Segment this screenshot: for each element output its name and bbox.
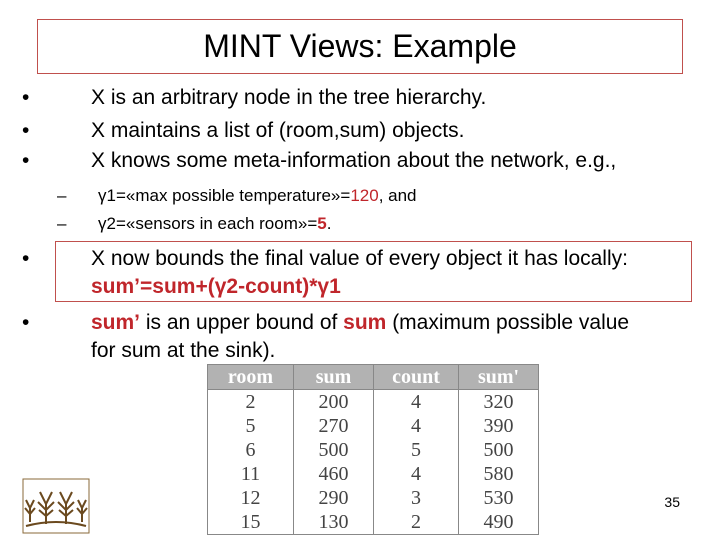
table-cell: 460 [294, 462, 374, 486]
table-row [208, 438, 539, 462]
subbullet-text: γ2=«sensors in each room»= [98, 214, 318, 233]
subbullet-suffix: , and [378, 186, 417, 205]
table-cell: 2 [374, 510, 459, 535]
table-cell: 3 [374, 486, 459, 510]
column-header-sum-prime: sum' [459, 365, 539, 390]
subbullet-text: γ1=«max possible temperature»= [98, 186, 351, 205]
table-cell: 200 [294, 390, 374, 415]
table-cell: 6 [208, 438, 294, 462]
dash-mark: – [57, 186, 67, 205]
table-header-row [208, 365, 539, 390]
table-cell: 290 [294, 486, 374, 510]
bullet-mark: • [22, 86, 30, 109]
table-cell: 390 [459, 414, 539, 438]
dash-mark: – [57, 214, 67, 233]
slide-title: MINT Views: Example [203, 28, 517, 64]
page-number: 35 [664, 494, 680, 510]
table-cell: 11 [208, 462, 294, 486]
bullet-mark: • [22, 119, 30, 142]
table-cell: 500 [294, 438, 374, 462]
bullet-text: X maintains a list of (room,sum) objects. [91, 119, 465, 142]
table-row [208, 486, 539, 510]
table-cell: 530 [459, 486, 539, 510]
formula-text: sum’=sum+(γ2-count)*γ1 [91, 275, 341, 298]
bullet-text: X knows some meta-information about the network, e.g., [91, 149, 617, 172]
table-cell: 2 [208, 390, 294, 415]
subbullet-value: 5 [317, 214, 327, 233]
table-cell: 4 [374, 462, 459, 486]
title-frame [37, 19, 683, 74]
table-cell: 5 [208, 414, 294, 438]
column-header-count: count [374, 365, 459, 390]
term-sum-prime: sum’ [91, 311, 141, 334]
table-cell: 4 [374, 414, 459, 438]
bullet-text: for sum at the sink). [91, 339, 276, 362]
table-row [208, 462, 539, 486]
table-cell: 320 [459, 390, 539, 415]
table-cell: 500 [459, 438, 539, 462]
table-cell: 580 [459, 462, 539, 486]
bullet-text: is an upper bound of [140, 311, 344, 334]
subbullet-suffix: . [326, 214, 332, 233]
university-logo-icon [22, 478, 90, 534]
table-cell: 5 [374, 438, 459, 462]
table-cell: 4 [374, 390, 459, 415]
bullet-mark: • [22, 149, 30, 172]
table-row [208, 390, 539, 415]
bullet-text: X is an arbitrary node in the tree hierarchy. [91, 86, 487, 109]
term-sum: sum [343, 311, 387, 334]
table-cell: 130 [294, 510, 374, 535]
table-cell: 270 [294, 414, 374, 438]
bullet-text-cont: (maximum possible value [386, 311, 630, 334]
bullet-mark: • [22, 247, 30, 270]
column-header-room: room [208, 365, 294, 390]
bullet-text: X now bounds the final value of every object it has locally: [91, 247, 628, 270]
table-cell: 15 [208, 510, 294, 535]
data-table [207, 364, 539, 535]
table-cell: 12 [208, 486, 294, 510]
column-header-sum: sum [294, 365, 374, 390]
bullet-mark: • [22, 311, 30, 334]
table-row [208, 414, 539, 438]
table-row [208, 510, 539, 535]
table-cell: 490 [459, 510, 539, 535]
subbullet-value: 120 [350, 186, 379, 205]
